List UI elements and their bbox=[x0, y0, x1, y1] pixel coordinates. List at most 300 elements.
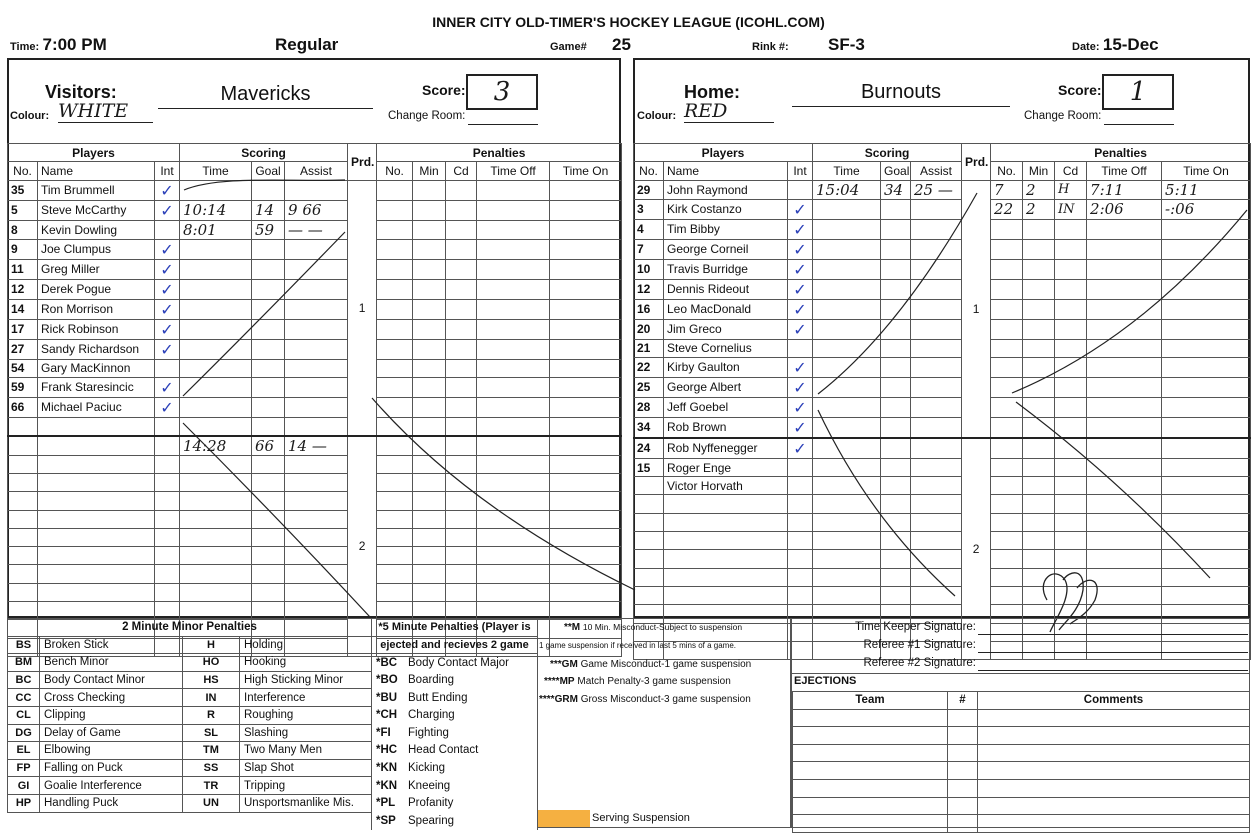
visitors-scoring-goal: 14 bbox=[252, 200, 285, 220]
date-value: 15-Dec bbox=[1102, 35, 1159, 54]
home-col-goal: Goal bbox=[881, 162, 911, 180]
home-player-int-check: ✓ bbox=[788, 357, 813, 377]
home-scoring-goal: 34 bbox=[881, 180, 911, 199]
home-player-name: Jeff Goebel bbox=[664, 397, 788, 417]
major-penalty-entry bbox=[372, 794, 538, 812]
ejection-number-cell bbox=[948, 779, 978, 797]
visitors-player-int-check: ✓ bbox=[155, 299, 180, 319]
minor-penalty-code: EL bbox=[8, 742, 40, 760]
rink-label: Rink #: bbox=[752, 41, 789, 53]
misconduct-mp-text: Match Penalty-3 game suspension bbox=[577, 676, 731, 687]
visitors-col-time: Time bbox=[180, 162, 252, 180]
strike-home-penalties-p1 bbox=[1012, 210, 1247, 393]
misconduct-m-code: **M bbox=[564, 622, 581, 633]
referee1-signature-line[interactable] bbox=[978, 652, 1248, 653]
minor-penalty-label: Interference bbox=[240, 689, 372, 707]
home-player-name: George Albert bbox=[664, 377, 788, 397]
home-player-int-check: ✓ bbox=[788, 219, 813, 239]
home-score: 1 bbox=[1129, 77, 1147, 107]
home-player-name: Rob Nyffenegger bbox=[664, 438, 788, 459]
visitors-player-name: Frank Staresincic bbox=[38, 377, 155, 397]
ejection-comment-cell bbox=[978, 727, 1250, 745]
ejection-team-cell bbox=[793, 709, 948, 727]
ejections-header-row bbox=[793, 692, 1250, 710]
minor-penalty-row bbox=[8, 706, 372, 724]
major-penalties-title-line-2: ejected and recieves 2 game bbox=[372, 636, 538, 654]
visitors-player-int-check: ✓ bbox=[155, 259, 180, 279]
home-player-name: Kirby Gaulton bbox=[664, 357, 788, 377]
home-player-name: Rob Brown bbox=[664, 417, 788, 438]
home-col-no: No. bbox=[634, 162, 664, 180]
home-colour-label: Colour: bbox=[637, 110, 677, 122]
visitors-col-min: Min bbox=[413, 162, 446, 180]
ejection-comment-cell bbox=[978, 797, 1250, 815]
ejections-row bbox=[793, 762, 1250, 780]
minor-penalty-code: IN bbox=[183, 689, 240, 707]
minor-penalty-label: Goalie Interference bbox=[40, 777, 183, 795]
minor-penalty-label: Delay of Game bbox=[40, 724, 183, 742]
home-penalty-minutes: 2 bbox=[1023, 199, 1055, 219]
ejection-team-cell bbox=[793, 779, 948, 797]
ejections-row bbox=[793, 779, 1250, 797]
home-player-name: George Corneil bbox=[664, 239, 788, 259]
visitors-player-number: 8 bbox=[8, 220, 38, 239]
visitors-col-time-off: Time Off bbox=[477, 162, 550, 180]
visitors-player-number: 59 bbox=[8, 377, 38, 397]
ejection-comment-cell bbox=[978, 744, 1250, 762]
home-label: Home: bbox=[684, 82, 741, 102]
minor-penalty-label: Body Contact Minor bbox=[40, 671, 183, 689]
home-player-number: 24 bbox=[634, 438, 664, 459]
major-penalty-label: Charging bbox=[408, 709, 455, 722]
minor-penalty-label: Unsportsmanlike Mis. bbox=[240, 794, 372, 812]
rink-value: SF-3 bbox=[828, 35, 865, 54]
major-penalty-code: *BO bbox=[376, 674, 398, 687]
visitors-player-name: Sandy Richardson bbox=[38, 339, 155, 359]
visitors-player-name: Ron Morrison bbox=[38, 299, 155, 319]
major-penalties-title-line-1: *5 Minute Penalties (Player is bbox=[372, 619, 538, 637]
minor-penalty-row bbox=[8, 671, 372, 689]
home-scoring-header: Scoring bbox=[813, 144, 962, 162]
date-label: Date: bbox=[1072, 41, 1100, 53]
visitors-col-assist: Assist bbox=[285, 162, 348, 180]
game-number-label: Game# bbox=[550, 41, 587, 53]
home-col-min: Min bbox=[1023, 162, 1055, 180]
home-players-header: Players bbox=[634, 144, 813, 162]
game-number-value: 25 bbox=[612, 35, 631, 54]
visitors-player-int-check: ✓ bbox=[155, 279, 180, 299]
misconduct-m bbox=[564, 622, 742, 633]
home-col-int: Int bbox=[788, 162, 813, 180]
minor-penalty-label: Broken Stick bbox=[40, 636, 183, 654]
visitors-player-int-check: ✓ bbox=[155, 397, 180, 417]
strike-visitors-scoring-top bbox=[184, 180, 345, 190]
major-penalty-code: *PL bbox=[376, 797, 396, 810]
visitors-period-1-label: 1 bbox=[348, 180, 377, 436]
home-player-number: 21 bbox=[634, 339, 664, 357]
home-player-number: 34 bbox=[634, 417, 664, 438]
home-player-number: 15 bbox=[634, 458, 664, 476]
home-player-name: Tim Bibby bbox=[664, 219, 788, 239]
ejection-number-cell bbox=[948, 797, 978, 815]
major-penalty-code: *BU bbox=[376, 691, 398, 704]
timekeeper-signature-label: Time Keeper Signature: bbox=[854, 621, 976, 633]
ejection-team-cell bbox=[793, 727, 948, 745]
home-player-number: 29 bbox=[634, 180, 664, 199]
home-colour: RED bbox=[684, 100, 774, 123]
visitors-player-int-check: ✓ bbox=[155, 377, 180, 397]
visitors-player-number: 11 bbox=[8, 259, 38, 279]
home-col-name: Name bbox=[664, 162, 788, 180]
major-penalty-label: Kicking bbox=[408, 762, 446, 775]
ejections-label: EJECTIONS bbox=[794, 675, 857, 687]
referee2-signature-line[interactable] bbox=[978, 670, 1248, 671]
minor-penalties-title-row bbox=[8, 619, 372, 637]
misconduct-m-note: 1 game suspension if received in last 5 mins of a game. bbox=[539, 641, 736, 650]
major-penalty-label: Profanity bbox=[408, 797, 454, 810]
major-penalty-entry bbox=[372, 812, 538, 830]
major-penalty-code: *BC bbox=[376, 656, 398, 669]
ejection-number-cell bbox=[948, 762, 978, 780]
home-player-number: 3 bbox=[634, 199, 664, 219]
league-title: INNER CITY OLD-TIMER'S HOCKEY LEAGUE (ICOHL.COM) bbox=[432, 14, 825, 30]
minor-penalty-label: Two Many Men bbox=[240, 742, 372, 760]
major-penalty-code: *FI bbox=[376, 726, 391, 739]
strike-home-scoring-p1 bbox=[818, 193, 977, 394]
minor-penalty-row bbox=[8, 689, 372, 707]
home-col-time-on: Time On bbox=[1162, 162, 1251, 180]
visitors-scoring-goal: 59 bbox=[252, 220, 285, 239]
visitors-player-number: 9 bbox=[8, 239, 38, 259]
minor-penalty-row bbox=[8, 742, 372, 760]
minor-penalty-label: Elbowing bbox=[40, 742, 183, 760]
ejection-number-cell bbox=[948, 815, 978, 833]
visitors-col-goal: Goal bbox=[252, 162, 285, 180]
visitors-player-number: 27 bbox=[8, 339, 38, 359]
timekeeper-signature-line[interactable] bbox=[978, 634, 1248, 635]
visitors-player-int-check: ✓ bbox=[155, 200, 180, 220]
visitors-scoring-header: Scoring bbox=[180, 144, 348, 162]
visitors-player-name: Joe Clumpus bbox=[38, 239, 155, 259]
major-penalty-row bbox=[372, 759, 538, 777]
minor-penalty-label: Roughing bbox=[240, 706, 372, 724]
visitors-col-time-on: Time On bbox=[550, 162, 622, 180]
ejection-team-cell bbox=[793, 762, 948, 780]
minor-penalty-row bbox=[8, 654, 372, 672]
minor-penalty-row bbox=[8, 636, 372, 654]
visitors-players-header: Players bbox=[8, 144, 180, 162]
home-penalty-time-off: 2:06 bbox=[1087, 199, 1162, 219]
ejection-team-cell bbox=[793, 815, 948, 833]
home-player-name: John Raymond bbox=[664, 180, 788, 199]
home-scoring-assist: 25 — bbox=[911, 180, 962, 199]
home-player-number: 22 bbox=[634, 357, 664, 377]
visitors-player-name: Rick Robinson bbox=[38, 319, 155, 339]
home-player-int-check: ✓ bbox=[788, 299, 813, 319]
home-score-label: Score: bbox=[1058, 82, 1102, 98]
minor-penalty-label: Handling Puck bbox=[40, 794, 183, 812]
time-label: Time: bbox=[10, 41, 40, 53]
visitors-team-name: Mavericks bbox=[158, 83, 373, 109]
ejections-divider bbox=[792, 673, 1249, 674]
visitors-period-2-label: 2 bbox=[348, 436, 377, 657]
minor-penalty-code: HS bbox=[183, 671, 240, 689]
minor-penalty-code: HP bbox=[8, 794, 40, 812]
visitors-score-label: Score: bbox=[422, 82, 466, 98]
minor-penalty-code: FP bbox=[8, 759, 40, 777]
major-penalty-label: Kneeing bbox=[408, 779, 451, 792]
ejection-comment-cell bbox=[978, 815, 1250, 833]
home-player-name: Steve Cornelius bbox=[664, 339, 788, 357]
misconduct-gm-code: ***GM bbox=[550, 659, 578, 670]
ejection-comment-cell bbox=[978, 762, 1250, 780]
minor-penalty-code: TM bbox=[183, 742, 240, 760]
minor-penalty-code: CC bbox=[8, 689, 40, 707]
time-value: 7:00 PM bbox=[42, 35, 107, 54]
minor-penalty-label: Hooking bbox=[240, 654, 372, 672]
home-player-name: Travis Burridge bbox=[664, 259, 788, 279]
visitors-player-number: 12 bbox=[8, 279, 38, 299]
visitors-player-number: 66 bbox=[8, 397, 38, 417]
visitors-player-int-check: ✓ bbox=[155, 339, 180, 359]
visitors-player-name: Greg Miller bbox=[38, 259, 155, 279]
ejection-team-cell bbox=[793, 744, 948, 762]
ejections-row bbox=[793, 727, 1250, 745]
minor-penalty-code: BS bbox=[8, 636, 40, 654]
home-penalty-number: 22 bbox=[991, 199, 1023, 219]
minor-penalty-code: CL bbox=[8, 706, 40, 724]
minor-penalty-label: High Sticking Minor bbox=[240, 671, 372, 689]
home-penalty-time-off: 7:11 bbox=[1087, 180, 1162, 199]
misconduct-m-text: 10 Min. Misconduct-Subject to suspension bbox=[582, 622, 743, 632]
home-period-1-label: 1 bbox=[962, 180, 991, 438]
visitors-label: Visitors: bbox=[45, 82, 117, 102]
minor-penalty-label: Tripping bbox=[240, 777, 372, 795]
minor-penalty-code: HO bbox=[183, 654, 240, 672]
visitors-scoring-assist: 9 66 bbox=[285, 200, 348, 220]
strike-home-scoring-p2 bbox=[818, 410, 955, 596]
visitors-player-number: 35 bbox=[8, 180, 38, 200]
major-penalty-label: Boarding bbox=[408, 674, 455, 687]
major-penalties-title-row bbox=[372, 619, 538, 637]
visitors-player-number: 17 bbox=[8, 319, 38, 339]
visitors-score: 3 bbox=[493, 77, 511, 107]
minor-penalty-code: H bbox=[183, 636, 240, 654]
visitors-scoring-assist: — — bbox=[285, 220, 348, 239]
visitors-penalties-header: Penalties bbox=[377, 144, 622, 162]
visitors-scoring-time: 8:01 bbox=[180, 220, 252, 239]
major-penalty-entry bbox=[372, 777, 538, 795]
home-player-number: 12 bbox=[634, 279, 664, 299]
home-col-assist: Assist bbox=[911, 162, 962, 180]
home-scoring-time: 15:04 bbox=[813, 180, 881, 199]
home-penalty-code: IN bbox=[1055, 199, 1087, 219]
home-player-number: 4 bbox=[634, 219, 664, 239]
home-player-name: Kirk Costanzo bbox=[664, 199, 788, 219]
home-player-name: Roger Enge bbox=[664, 458, 788, 476]
home-penalty-code: H bbox=[1055, 180, 1087, 199]
home-penalty-number: 7 bbox=[991, 180, 1023, 199]
ejections-number-header: # bbox=[948, 692, 978, 710]
visitors-player-name: Derek Pogue bbox=[38, 279, 155, 299]
ejection-team-cell bbox=[793, 797, 948, 815]
home-player-int-check: ✓ bbox=[788, 438, 813, 459]
home-player-number: 28 bbox=[634, 397, 664, 417]
ejection-number-cell bbox=[948, 744, 978, 762]
minor-penalty-label: Slap Shot bbox=[240, 759, 372, 777]
ejection-comment-cell bbox=[978, 709, 1250, 727]
misconduct-grm-text: Gross Misconduct-3 game suspension bbox=[580, 694, 751, 705]
home-col-time-off: Time Off bbox=[1087, 162, 1162, 180]
home-player-name: Dennis Rideout bbox=[664, 279, 788, 299]
home-player-number: 10 bbox=[634, 259, 664, 279]
major-penalty-label: Head Contact bbox=[408, 744, 479, 757]
game-type: Regular bbox=[275, 35, 339, 54]
ejection-number-cell bbox=[948, 727, 978, 745]
home-col-pen-no: No. bbox=[991, 162, 1023, 180]
visitors-player-int-check: ✓ bbox=[155, 319, 180, 339]
major-penalty-row bbox=[372, 777, 538, 795]
home-team-name: Burnouts bbox=[792, 81, 1010, 107]
minor-penalty-code: DG bbox=[8, 724, 40, 742]
minor-penalty-row bbox=[8, 794, 372, 812]
minor-penalty-code: GI bbox=[8, 777, 40, 795]
ejections-row bbox=[793, 797, 1250, 815]
minor-penalty-code: SL bbox=[183, 724, 240, 742]
misconduct-box bbox=[537, 618, 791, 828]
major-penalty-row bbox=[372, 671, 538, 689]
strike-visitors-scoring-p1 bbox=[183, 232, 345, 396]
major-penalty-label: Spearing bbox=[408, 814, 455, 827]
visitors-scoring-time: 10:14 bbox=[180, 200, 252, 220]
major-penalty-entry bbox=[372, 759, 538, 777]
referee1-signature-label: Referee #1 Signature: bbox=[863, 639, 976, 651]
home-player-number: 16 bbox=[634, 299, 664, 319]
home-period-2-label: 2 bbox=[962, 438, 991, 660]
major-penalty-code: *KN bbox=[376, 762, 398, 775]
ejections-row bbox=[793, 815, 1250, 833]
minor-penalty-label: Holding bbox=[240, 636, 372, 654]
home-prd-header: Prd. bbox=[962, 144, 991, 181]
home-player-number: 7 bbox=[634, 239, 664, 259]
major-penalty-label: Fighting bbox=[408, 726, 449, 739]
visitors-player-number: 5 bbox=[8, 200, 38, 220]
minor-penalty-row bbox=[8, 724, 372, 742]
home-penalty-time-on: 5:11 bbox=[1162, 180, 1251, 199]
major-penalties-legend bbox=[371, 618, 538, 830]
minor-penalty-code: SS bbox=[183, 759, 240, 777]
home-player-name: Victor Horvath bbox=[664, 477, 788, 495]
major-penalty-label: Butt Ending bbox=[408, 691, 468, 704]
home-col-cd: Cd bbox=[1055, 162, 1087, 180]
misconduct-mp-code: ****MP bbox=[544, 676, 575, 687]
major-penalty-row bbox=[372, 724, 538, 742]
minor-penalty-code: TR bbox=[183, 777, 240, 795]
major-penalty-label: Body Contact Major bbox=[408, 656, 509, 669]
visitors-player-name: Tim Brummell bbox=[38, 180, 155, 200]
major-penalty-entry bbox=[372, 706, 538, 724]
major-penalty-entry bbox=[372, 724, 538, 742]
ejections-team-header: Team bbox=[793, 692, 948, 710]
major-penalty-row bbox=[372, 742, 538, 760]
major-penalty-entry bbox=[372, 654, 538, 672]
misconduct-gm-text: Game Misconduct-1 game suspension bbox=[580, 659, 752, 670]
major-penalty-entry bbox=[372, 689, 538, 707]
visitors-col-int: Int bbox=[155, 162, 180, 180]
major-penalty-entry bbox=[372, 742, 538, 760]
visitors-scoring-goal: 66 bbox=[252, 436, 285, 456]
signatures-box bbox=[791, 618, 1250, 828]
visitors-player-number: 54 bbox=[8, 359, 38, 377]
visitors-player-name: Michael Paciuc bbox=[38, 397, 155, 417]
minor-penalty-code: R bbox=[183, 706, 240, 724]
ejection-number-cell bbox=[948, 709, 978, 727]
visitors-scoring-time: 14:28 bbox=[180, 436, 252, 456]
visitors-col-pen-no: No. bbox=[377, 162, 413, 180]
visitors-player-name: Kevin Dowling bbox=[38, 220, 155, 239]
strike-home-penalties-p2 bbox=[1016, 402, 1210, 578]
misconduct-gm bbox=[550, 659, 751, 670]
major-penalty-code: *HC bbox=[376, 744, 398, 757]
serving-suspension-swatch bbox=[538, 810, 590, 827]
home-player-int-check: ✓ bbox=[788, 377, 813, 397]
home-penalty-minutes: 2 bbox=[1023, 180, 1055, 199]
home-player-int-check: ✓ bbox=[788, 199, 813, 219]
minor-penalty-code: UN bbox=[183, 794, 240, 812]
minor-penalty-code: BM bbox=[8, 654, 40, 672]
visitors-change-room-label: Change Room: bbox=[388, 110, 466, 122]
misconduct-mp bbox=[544, 676, 731, 687]
ejection-comment-cell bbox=[978, 779, 1250, 797]
home-player-name: Jim Greco bbox=[664, 319, 788, 339]
major-penalty-row bbox=[372, 794, 538, 812]
home-penalties-header: Penalties bbox=[991, 144, 1251, 162]
visitors-player-name: Gary MacKinnon bbox=[38, 359, 155, 377]
visitors-colour: WHITE bbox=[58, 100, 153, 123]
misconduct-grm-code: ****GRM bbox=[539, 694, 578, 705]
ejections-table bbox=[792, 691, 1250, 833]
home-change-room-label: Change Room: bbox=[1024, 110, 1102, 122]
home-player-int-check: ✓ bbox=[788, 397, 813, 417]
major-penalty-code: *SP bbox=[376, 814, 396, 827]
major-penalty-row bbox=[372, 654, 538, 672]
visitors-col-no: No. bbox=[8, 162, 38, 180]
minor-penalty-label: Cross Checking bbox=[40, 689, 183, 707]
major-penalty-row bbox=[372, 706, 538, 724]
home-player-number: 25 bbox=[634, 377, 664, 397]
home-player-int-check: ✓ bbox=[788, 239, 813, 259]
visitors-col-cd: Cd bbox=[446, 162, 477, 180]
visitors-player-number: 14 bbox=[8, 299, 38, 319]
visitors-player-name: Steve McCarthy bbox=[38, 200, 155, 220]
major-penalty-code: *KN bbox=[376, 779, 398, 792]
strike-visitors-scoring-p2 bbox=[183, 423, 370, 617]
home-col-time: Time bbox=[813, 162, 881, 180]
minor-penalty-label: Clipping bbox=[40, 706, 183, 724]
visitors-player-int-check: ✓ bbox=[155, 180, 180, 200]
visitors-player-int-check: ✓ bbox=[155, 239, 180, 259]
serving-suspension-label: Serving Suspension bbox=[592, 812, 690, 824]
minor-penalty-label: Falling on Puck bbox=[40, 759, 183, 777]
home-player-int-check: ✓ bbox=[788, 417, 813, 438]
major-penalty-row bbox=[372, 689, 538, 707]
minor-penalty-label: Bench Minor bbox=[40, 654, 183, 672]
home-penalty-time-on: -:06 bbox=[1162, 199, 1251, 219]
minor-penalties-title: 2 Minute Minor Penalties bbox=[8, 619, 372, 637]
minor-penalties-legend bbox=[7, 618, 372, 813]
visitors-colour-label: Colour: bbox=[10, 110, 50, 122]
home-player-number: 20 bbox=[634, 319, 664, 339]
